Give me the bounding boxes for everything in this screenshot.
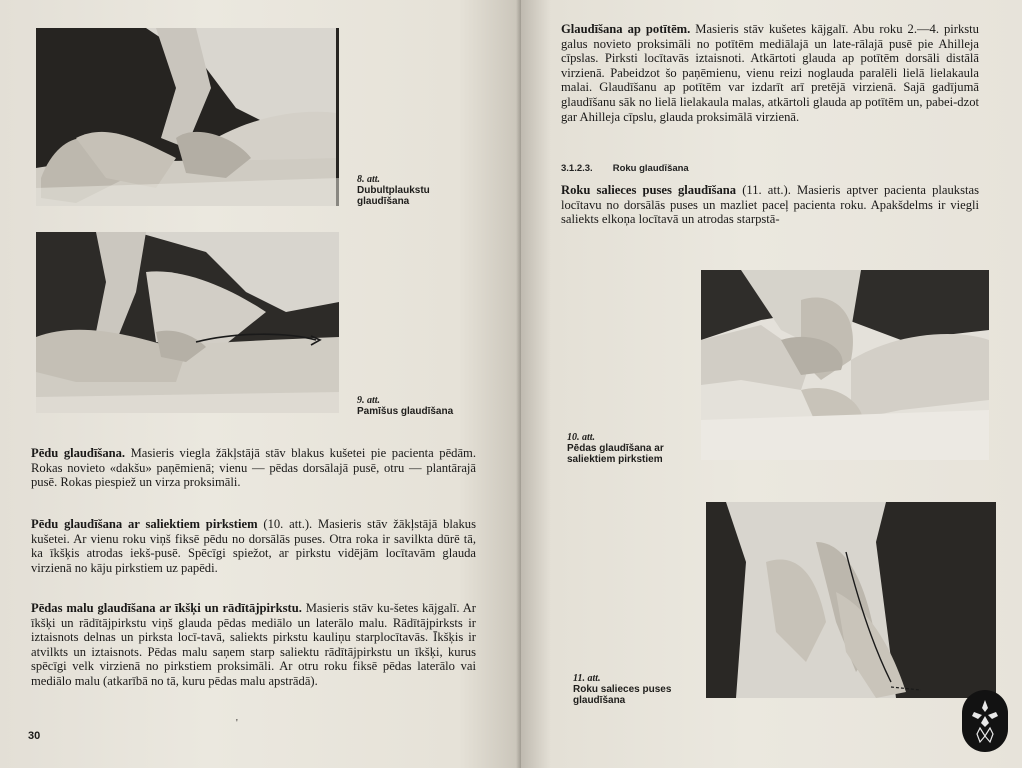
paragraph-3-heading: Pēdas malu glaudīšana ar īkšķi un rādītājpirkstu. [31,601,302,615]
section-title: Roku glaudīšana [612,163,689,174]
figure-11-title-line1: Roku salieces puses [573,684,672,695]
paragraph-pedas-malu [31,601,476,689]
figure-8-number: 8. att. [357,174,381,185]
figure-10-title-line2: saliektiem pirkstiem [567,454,663,465]
figure-9-title: Pamīšus glaudīšana [357,406,454,417]
stray-mark: ' [236,718,238,729]
figure-11-title-line2: glaudīšana [573,695,626,706]
figure-11-caption [573,673,671,706]
figure-8-caption [357,174,430,207]
figure-10-number: 10. att. [567,432,596,443]
right-paragraph-2-text: (11. att.). Masieris aptver pacienta plaukstas locītavu no dorsālās puses un mazliet paceļ pacienta roku. Apakšdelms ir viegli saliekts elkoņa locītavā un atrodas starpstā- [561,183,979,227]
figure-11-number: 11. att. [573,673,601,684]
figure-10-caption [567,432,664,465]
paragraph-pedu-glaudisana [31,446,476,490]
figure-9-caption [357,395,453,417]
right-paragraph-2-heading: Roku salieces puses glaudīšana [561,183,737,197]
figure-8-title-line2: glaudīšana [357,196,410,207]
paragraph-2-text: (10. att.). Masieris stāv žākļstājā blakus kušetei. Ar vienu roku viņš fiksē pēdu no dorsālās puses. Otra roka ir savilkta dūrē tā, ka īkšķis atrodas iekš-pusē. Spēcīgi spiežot, ar pirkstu vidējām locītavām glauda virzienā no kāju pirkstiem uz papēdi. [31,517,476,575]
paragraph-roku-salieces [561,183,979,227]
right-paragraph-1-text: Masieris stāv kušetes kājgalī. Abu roku 2.—4. pirkstu galus novieto proksimāli no potītēm mediālajā un late-rālajā pusē pie Ahilleja cīpslas. Pirksti locītavās iztaisnoti. Atkārtoti glauda ap potītēm dorsāli distālā virzienā. Pabeidzot šo paņēmienu, vienu reizi noglauda paralēli lielā lielakaula malai. Glaudīšanu ap potītēm var izdarīt arī pretējā virzienā. Sajā gadījumā glaudīšanu sāk no lielā lielakaula malas, atkārtoli glauda ap potītēm un, pabei-dzot gar Ahilleja cīpslu, glauda proksimālā virzienā. [561,22,979,124]
bleed-through-text [345,30,505,430]
figure-8-title-line1: Dubultplaukstu [357,185,430,196]
figure-8-photo [36,28,339,206]
paragraph-3-text: Masieris stāv ku-šetes kājgalī. Ar īkšķi un rādītājpirkstu viņš glauda pēdas mediālo un laterālo malu. Rādītājpirksts ir iztaisnots delnas un pirksta locī-tavā, saliekts pirkstu kauliņu starplocītavās. Īkšķis ir atvilkts un iztaisnots. Pēdas malu saņem starp saliektu rādītājpirkstu un īkšķi, kurus spēcīgi velk virzienā no pirkstiem proksimāli. Ar otru roku fiksē pēdas laterālo vai mediālo malu (atkarībā no tā, kuru pēdas malu apstrādā). [31,601,476,688]
figure-9-photo [36,232,339,413]
paragraph-saliektiem-pirkstiem [31,517,476,575]
figure-10-photo [701,270,989,460]
right-page [521,0,1022,768]
figure-10-title-line1: Pēdas glaudīšana ar [567,443,664,454]
paragraph-ap-potitem [561,22,979,124]
paragraph-1-heading: Pēdu glaudīšana. [31,446,126,460]
watermark-logo-icon [962,690,1008,752]
paragraph-2-heading: Pēdu glaudīšana ar saliektiem pirkstiem [31,517,258,531]
right-paragraph-1-heading: Glaudīšana ap potītēm. [561,22,691,36]
figure-9-number: 9. att. [357,395,381,406]
section-number: 3.1.2.3. [561,163,593,174]
page-number: 30 [28,730,41,742]
figure-11-photo [706,502,996,698]
paragraph-1-text: Masieris viegla žākļstājā stāv blakus kušetei pie pacienta pēdām. Rokas novieto «dakšu» paņēmienā; vienu — pēdas dorsālajā pusē, otru — plantārajā pusē. Rokas piespiež un virza proksimāli. [31,446,476,490]
section-heading [561,163,689,174]
